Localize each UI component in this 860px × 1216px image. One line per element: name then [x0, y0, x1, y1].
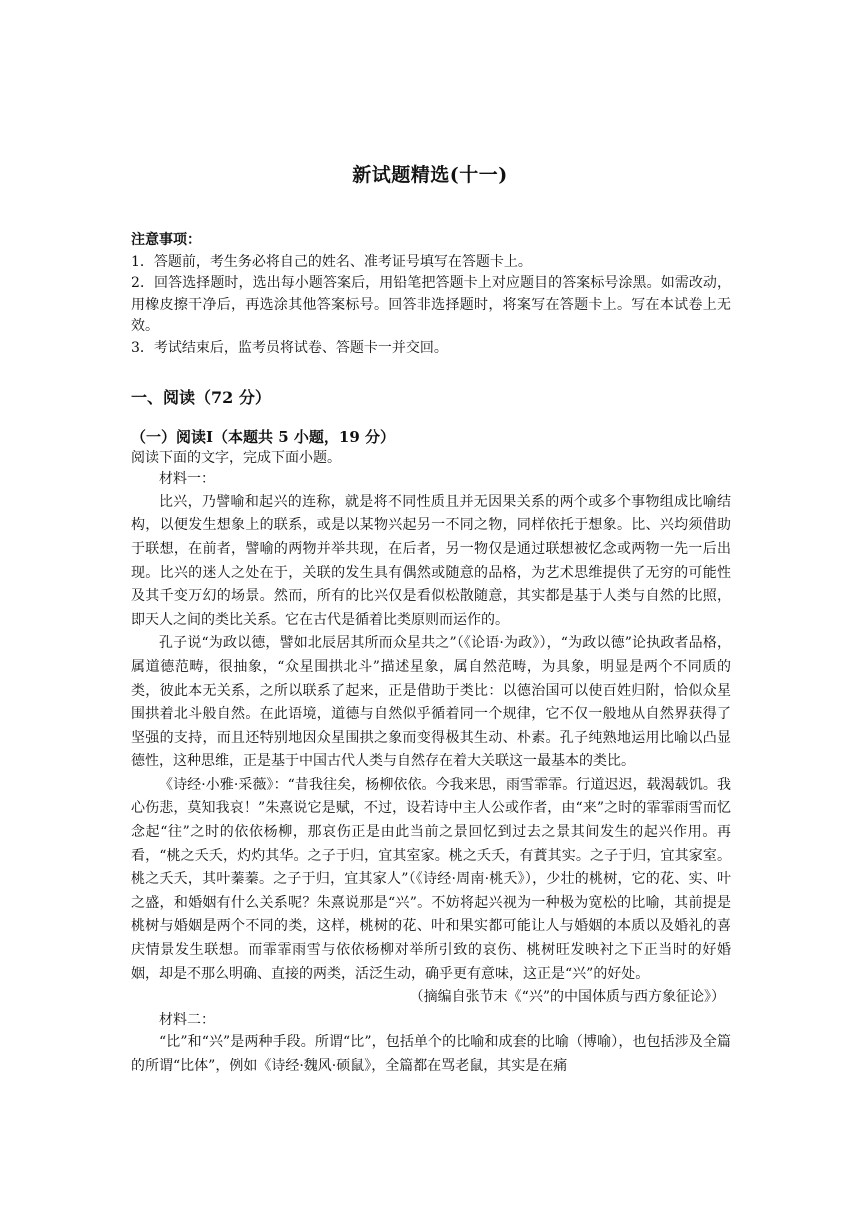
page-content	[131, 230, 731, 1079]
notice-heading: 注意事项：	[131, 232, 201, 248]
subsection-heading: （一）阅读Ⅰ（本题共 5 小题，19 分）	[131, 427, 395, 446]
notice-item-2: 2．回答选择题时，选出每小题答案后，用铅笔把答题卡上对应题目的答案标号涂黑。如需改动，用橡皮擦干净后，再选涂其他答案标号。回答非选择题时，将案写在答题卡上。写在本试卷上无效。	[131, 275, 731, 335]
material-two-paragraph-1: “比”和“兴”是两种手段。所谓“比”，包括单个的比喻和成套的比喻（博喻），也包括涉及全篇的所谓“比体”，例如《诗经·魏风·硕鼠》，全篇都在骂老鼠，其实是在痛	[131, 1034, 731, 1074]
notice-item-3: 3．考试结束后，监考员将试卷、答题卡一并交回。	[131, 339, 448, 356]
material-one-source: （摘编自张节末《“兴”的中国体质与西方象征论》）	[409, 989, 725, 1006]
material-one-paragraph-3: 《诗经·小雅·采薇》：“昔我往矣，杨柳依依。今我来思，雨雪霏霏。行道迟迟，载渴载饥。我心伤悲，莫知我哀！”朱熹说它是赋，不过，设若诗中主人公或作者，由“来”之时的霏霏雨雪而忆念起“往”之时的依依杨柳，那哀伤正是由此当前之景回忆到过去之景其间发生的起兴作用。再看，“桃之夭夭，灼灼其华。之子于归，宜其室家。桃之夭夭，有蕡其实。之子于归，宜其家室。桃之夭夭，其叶蓁蓁。之子于归，宜其家人”（《诗经·周南·桃夭》），少壮的桃树，它的花、实、叶之盛，和婚姻有什么关系呢？朱熹说那是“兴”。不妨将起兴视为一种极为宽松的比喻，其前提是桃树与婚姻是两个不同的类，这样，桃树的花、叶和果实都可能让人与婚姻的本质以及婚礼的喜庆情景发生联想。而霏霏雨雪与依依杨柳对举所引致的哀伤、桃树旺发映衬之下正当时的好婚姻，却是不那么明确、直接的两类，活泛生动，确乎更有意味，这正是“兴”的好处。	[131, 776, 731, 982]
material-two	[131, 1010, 731, 1079]
notice-item-1: 1．答题前，考生务必将自己的姓名、准考证号填写在答题卡上。	[131, 253, 532, 270]
material-one-label: 材料一：	[159, 471, 215, 488]
material-one-paragraph-1: 比兴，乃譬喻和起兴的连称，就是将不同性质且并无因果关系的两个或多个事物组成比喻结构，以便发生想象上的联系，或是以某物兴起另一不同之物，同样依托于想象。比、兴均须借助于联想，在前者，譬喻的两物并举共现，在后者，另一物仅是通过联想被忆念或两物一先一后出现。比兴的迷人之处在于，关联的发生具有偶然或随意的品格，为艺术思维提供了无穷的可能性及其千变万幻的场景。然而，所有的比兴仅是看似松散随意，其实都是基于人类与自然的比照，即天人之间的类比关系。它在古代是循着比类原则而运作的。	[131, 493, 731, 628]
section-heading: 一、阅读（72 分）	[131, 387, 271, 407]
reading-instruction: 阅读下面的文字，完成下面小题。	[131, 449, 341, 466]
page-title: 新试题精选(十一)	[352, 164, 508, 186]
material-two-label: 材料二：	[159, 1011, 215, 1028]
material-one-paragraph-2: 孔子说“为政以德，譬如北辰居其所而众星共之”（《论语·为政》），“为政以德”论执政者品格，属道德范畴，很抽象，“众星围拱北斗”描述星象，属自然范畴，为具象，明显是两个不同质的类，彼此本无关系，之所以联系了起来，正是借助于类比：以德治国可以使百姓归附，恰似众星围拱着北斗般自然。在此语境，道德与自然似乎循着同一个规律，它不仅一般地从自然界获得了坚强的支持，而且还特别地因众星围拱之象而变得极其生动、朴素。孔子纯熟地运用比喻以凸显德性，这种思维，正是基于中国古代人类与自然存在着大关联这一最基本的类比。	[131, 635, 731, 770]
notice-section	[131, 230, 731, 360]
material-one	[131, 469, 731, 1010]
